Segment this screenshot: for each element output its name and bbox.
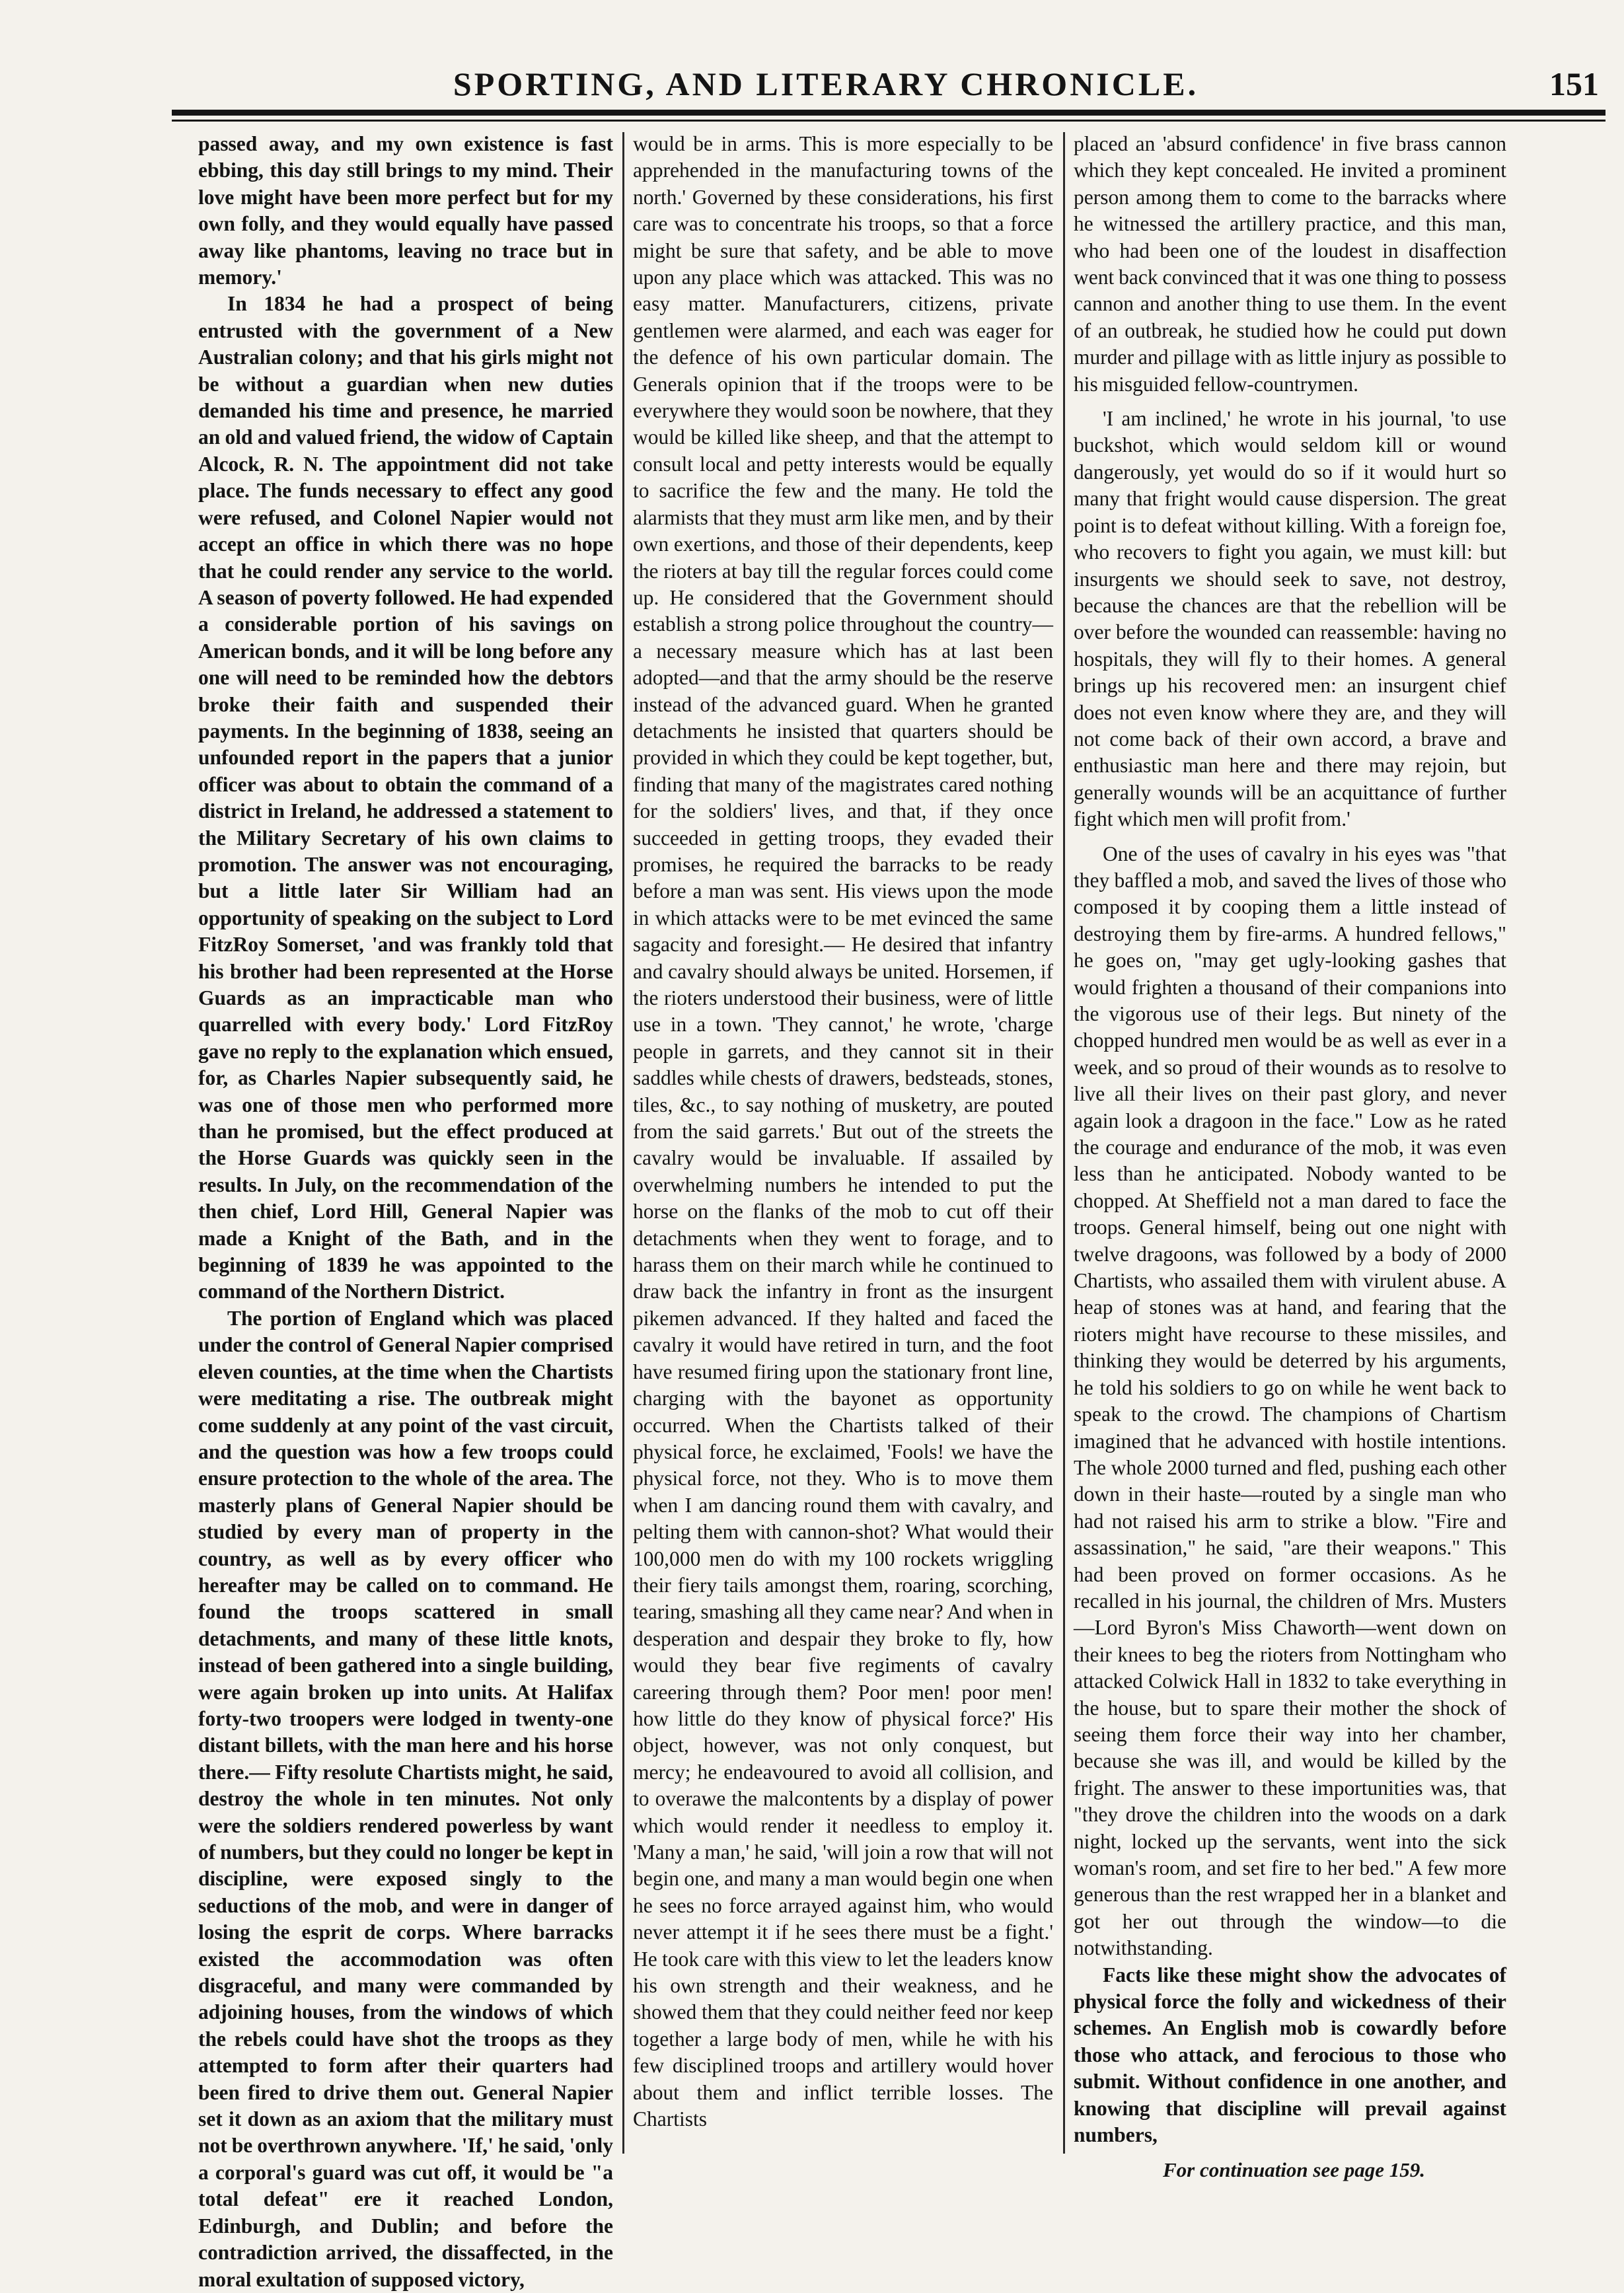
continuation-note: For continuation see page 159. bbox=[1163, 2158, 1426, 2181]
column-1-paragraph-1: passed away, and my own existence is fast ebbing, this day still brings to my mind. Their love might have been more perfect but for my own folly, and they would equally have passed away like phantoms, leaving no trace but in memory.' bbox=[198, 132, 613, 289]
column-2-paragraph-1: would be in arms. This is more especially to be apprehended in the manufacturing towns of the north.' Governed by these considerations, his first care was to concentrate his troops, so that a force might be sure that safety, and be able to move upon any place which was attacked. This was no easy matter. Manufacturers, citizens, private gentlemen were alarmed, and each was eager for the defence of his own particular domain. The Generals opinion that if the troops were to be everywhere they would soon be nowhere, that they would be killed like sheep, and that the attempt to consult local and petty interests would be equally to sacrifice the few and the many. He told the alarmists that they must arm like men, and by their own exertions, and those of their dependents, keep the rioters at bay till the regular forces could come up. He considered that the Government should establish a strong police throughout the country—a necessary measure which has at last been adopted—and that the army should be the reserve instead of the advanced guard. When he granted detachments he insisted that quarters should be provided in which they could be kept together, but, finding that many of the magistrates cared nothing for the soldiers' lives, and that, if they once succeeded in getting troops, they evaded their promises, he required the barracks to be ready before a man was sent. His views upon the mode in which attacks were to be met evinced the same sagacity and foresight.— He desired that infantry and cavalry should always be united. Horsemen, if the rioters understood their business, were of little use in a town. 'They cannot,' he wrote, 'charge people in garrets, and they cannot sit in their saddles while chests of drawers, bedsteads, stones, tiles, &c., to say nothing of musketry, are pouted from the said garrets.' But out of the streets the cavalry would be invaluable. If assailed by overwhelming numbers he intended to put the horse on the flanks of the mob to cut off their detachments when they went to forage, and to harass them on their march while he continued to draw back the infantry in front as the insurgent pikemen advanced. If they halted and faced the cavalry it would have retired in turn, and the foot have resumed firing upon the stationary front line, charging with the bayonet as opportunity occurred. When the Chartists talked of their physical force, he exclaimed, 'Fools! we have the physical force, not they. Who is to move them when I am dancing round them with cavalry, and pelting them with cannon-shot? What would their 100,000 men do with my 100 rockets wriggling their fiery tails amongst them, roaring, scorching, tearing, smashing all they came near? And when in desperation and despair they broke to fly, how would they bear five regiments of cavalry careering through them? Poor men! poor men! how little do they know of physical force?' His object, however, was not only conquest, but mercy; he endeavoured to avoid all collision, and to overawe the malcontents by a display of power which would render it needless to employ it. 'Many a man,' he said, 'will join a row that will not begin one, and many a man would begin one when he sees no force arrayed against him, who would never attempt it if he sees there must be a fight.' He took care with this view to let the leaders know his own strength and their weakness, and he showed them that they could neither feed nor keep together a large body of men, while he with his few disciplined troops and artillery would hover about them and inflict terrible losses. The Chartists bbox=[633, 132, 1053, 2131]
text-column-1 bbox=[198, 131, 613, 2291]
header-rule-thin bbox=[172, 120, 1606, 122]
running-title: SPORTING, AND LITERARY CHRONICLE. bbox=[453, 65, 1199, 102]
header-rule-thick bbox=[172, 110, 1606, 116]
column-3-paragraph-4: Facts like these might show the advocates of physical force the folly and wickedness of their schemes. An English mob is cowardly before those who attack, and ferocious to those who submit. Without confidence in one another, and knowing that discipline will prevail against numbers, bbox=[1074, 1963, 1506, 2147]
column-1-paragraph-2: In 1834 he had a prospect of being entrusted with the government of a New Australian colony; and that his girls might not be without a guardian when new duties demanded his time and presence, he married an old and valued friend, the widow of Captain Alcock, R. N. The appointment did not take place. The funds necessary to effect any good were refused, and Colonel Napier would not accept an office in which there was no hope that he could render any service to the world. A season of poverty followed. He had expended a considerable portion of his savings on American bonds, and it will be long before any one will need to be reminded how the debtors broke their faith and suspended their payments. In the beginning of 1838, seeing an unfounded report in the papers that a junior officer was about to obtain the command of a district in Ireland, he addressed a statement to the Military Secretary of his own claims to promotion. The answer was not encouraging, but a little later Sir William had an opportunity of speaking on the subject to Lord FitzRoy Somerset, 'and was frankly told that his brother had been represented at the Horse Guards as an impracticable man who quarrelled with every body.' Lord FitzRoy gave no reply to the explanation which ensued, for, as Charles Napier subsequently said, he was one of those men who performed more than he promised, but the effect produced at the Horse Guards was quickly seen in the results. In July, on the recommendation of the then chief, Lord Hill, General Napier was made a Knight of the Bath, and in the beginning of 1839 he was appointed to the command of the Northern District. bbox=[198, 292, 613, 1303]
page-number: 151 bbox=[1549, 65, 1599, 102]
text-column-2 bbox=[633, 131, 1053, 2166]
column-3-paragraph-1: placed an 'absurd confidence' in five brass cannon which they kept concealed. He invited a prominent person among them to come to the barracks where he witnessed the artillery practice, and this man, who had been one of the loudest in disaffection went back convinced that it was one thing to possess cannon and another thing to use them. In the event of an outbreak, he studied how he could put down murder and pillage with as little injury as possible to his misguided fellow-countrymen. bbox=[1074, 132, 1506, 396]
text-column-3 bbox=[1074, 131, 1506, 2166]
column-divider-1 bbox=[622, 132, 624, 2154]
column-1-paragraph-3: The portion of England which was placed under the control of General Napier comprised eleven counties, at the time when the Chartists were meditating a rise. The outbreak might come suddenly at any point of the vast circuit, and the question was how a few troops could ensure protection to the whole of the area. The masterly plans of General Napier should be studied by every man of property in the country, as well as by every officer who hereafter may be called on to command. He found the troops scattered in small detachments, and many of these little knots, instead of been gathered into a single building, were again broken up into units. At Halifax forty-two troopers were lodged in twenty-one distant billets, with the man here and his horse there.— Fifty resolute Chartists might, he said, destroy the whole in ten minutes. Not only were the soldiers rendered powerless by want of numbers, but they could no longer be kept in discipline, were exposed singly to the seductions of the mob, and were in danger of losing the esprit de corps. Where barracks existed the accommodation was often disgraceful, and many were commanded by adjoining houses, from the windows of which the rebels could have shot the troops as they attempted to form after their quarters had been fired to drive them out. General Napier set it down as an axiom that the military must not be overthrown anywhere. 'If,' he said, 'only a corporal's guard was cut off, it would be "a total defeat" ere it reached London, Edinburgh, and Dublin; and before the contradiction arrived, the dissaffected, in the moral exultation of supposed victory, bbox=[198, 1306, 613, 2291]
column-3-paragraph-2: 'I am inclined,' he wrote in his journal, 'to use buckshot, which would seldom kill or wound dangerously, yet would do so if it would hurt so many that fright would cause dispersion. The great point is to defeat without killing. With a foreign foe, who recovers to fight you again, we must kill: but insurgents we should seek to save, not destroy, because the chances are that the rebellion will be over before the wounded can reassemble: having no hospitals, they will fly to their homes. A general brings up his recovered men: an insurgent chief does not even know where they are, and they will not come back of their own accord, a brave and enthusiastic man here and there may rejoin, but generally wounds will be an acquittance of further fight which men will profit from.' bbox=[1074, 407, 1506, 831]
column-divider-2 bbox=[1063, 132, 1065, 2154]
column-3-paragraph-3: One of the uses of cavalry in his eyes was "that they baffled a mob, and saved the lives of those who composed it by cooping them a little instead of destroying them by fire-arms. A hundred fellows," he goes on, "may get ugly-looking gashes that would frighten a thousand of their companions into the vigorous use of their legs. But ninety of the chopped hundred men would be as well as ever in a week, and so proud of their wounds as to resolve to live all their lives on their past glory, and never again look a dragoon in the face." Low as he rated the courage and endurance of the mob, it was even less than he anticipated. Nobody wanted to be chopped. At Sheffield not a man dared to face the troops. General himself, being out one night with twelve dragoons, was followed by a body of 2000 Chartists, who assailed them with virulent abuse. A heap of stones was at hand, and fearing that the rioters might have recourse to these missiles, and thinking they would be deterred by his arguments, he told his soldiers to go on while he went back to speak to the crowd. The champions of Chartism imagined that he advanced with hostile intentions. The whole 2000 turned and fled, pushing each other down in their haste—routed by a single man who had not raised his arm to strike a blow. "Fire and assassination," he said, "are their weapons." This had been proved on former occasions. As he recalled in his journal, the children of Mrs. Musters—Lord Byron's Miss Chaworth—went down on their knees to beg the rioters from Nottingham who attacked Colwick Hall in 1832 to take everything in the house, but to spare their mother the shock of seeing them force their way into her chamber, because she was ill, and would be killed by the fright. The answer to these importunities was, that "they drove the children into the woods on a dark night, locked up the servants, went into the sick woman's room, and set fire to her bed." A few more generous than the rest wrapped her in a blanket and got her out through the window—to die notwithstanding. bbox=[1074, 842, 1506, 1960]
